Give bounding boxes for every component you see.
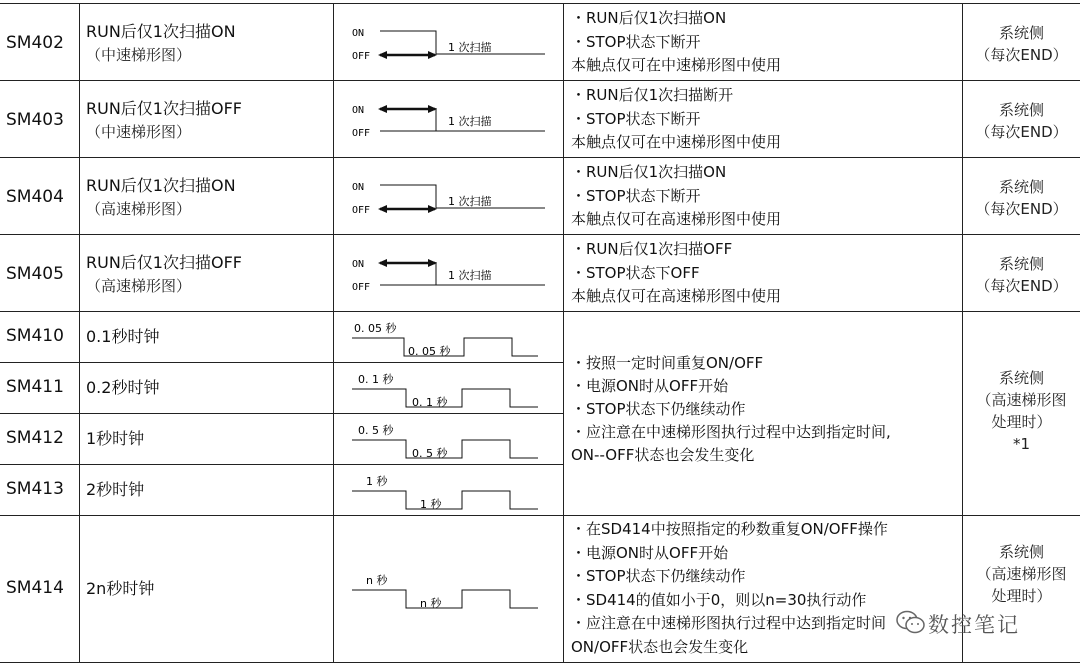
h-line bbox=[0, 662, 1080, 663]
device-name: RUN后仅1次扫描OFF bbox=[86, 99, 242, 118]
v-line bbox=[79, 3, 80, 663]
description-line: ・RUN后仅1次扫描ON bbox=[571, 9, 727, 27]
description-line: ・应注意在中速梯形图执行过程中达到指定时间 bbox=[571, 614, 887, 632]
footnote-mark: *1 bbox=[1012, 435, 1031, 453]
set-by-line: （每次END） bbox=[975, 46, 1068, 64]
h-line bbox=[0, 80, 1080, 81]
description-line: ・电源ON时从OFF开始 bbox=[571, 543, 729, 562]
v-line bbox=[333, 3, 334, 663]
set-by-line: 系统侧 bbox=[998, 24, 1044, 42]
h-line bbox=[0, 234, 1080, 235]
description-line: 本触点仅可在中速梯形图中使用 bbox=[571, 56, 782, 74]
description-line: ・应注意在中速梯形图执行过程中达到指定时间, bbox=[571, 423, 891, 441]
watermark-text: 数控笔记 bbox=[928, 613, 1020, 637]
clock-signal bbox=[352, 491, 538, 509]
set-by-line: 处理时） bbox=[991, 413, 1052, 431]
set-by-line: 系统侧 bbox=[998, 369, 1044, 387]
device-code: SM414 bbox=[6, 578, 64, 598]
description-line: ・STOP状态下仍继续动作 bbox=[571, 400, 746, 418]
set-by-line: （高速梯形图 bbox=[976, 391, 1067, 409]
description-line: ・电源ON时从OFF开始 bbox=[571, 377, 729, 395]
description-line: ・按照一定时间重复ON/OFF bbox=[571, 354, 764, 372]
device-subtitle: （高速梯形图） bbox=[86, 277, 192, 295]
device-code: SM404 bbox=[6, 187, 64, 207]
high-duration-label: 0. 5 秒 bbox=[358, 424, 394, 437]
h-line bbox=[0, 464, 563, 465]
device-name: RUN后仅1次扫描ON bbox=[86, 176, 236, 195]
set-by-line: 处理时） bbox=[991, 587, 1052, 605]
h-line bbox=[0, 413, 563, 414]
description-line: 本触点仅可在高速梯形图中使用 bbox=[571, 210, 782, 228]
set-by-line: 系统侧 bbox=[998, 255, 1044, 273]
description-line: ・RUN后仅1次扫描断开 bbox=[571, 86, 734, 104]
device-code: SM411 bbox=[6, 377, 64, 397]
clock-waveform bbox=[340, 365, 555, 411]
high-duration-label: n 秒 bbox=[366, 574, 388, 587]
set-by-line: 系统侧 bbox=[998, 101, 1044, 119]
set-by-line: （每次END） bbox=[975, 277, 1068, 295]
set-by-cell bbox=[963, 541, 1080, 607]
h-line bbox=[0, 362, 563, 363]
device-subtitle: （中速梯形图） bbox=[86, 46, 192, 64]
timing-diagram bbox=[340, 14, 555, 72]
device-subtitle: （中速梯形图） bbox=[86, 123, 192, 141]
clock-waveform bbox=[340, 416, 555, 462]
device-name: 0.1秒时钟 bbox=[86, 327, 160, 346]
timing-diagram bbox=[340, 168, 555, 226]
set-by-line: 系统侧 bbox=[998, 543, 1044, 561]
low-duration-label: 0. 1 秒 bbox=[412, 396, 448, 409]
v-line bbox=[563, 3, 564, 663]
description-line: ・STOP状态下断开 bbox=[571, 110, 701, 128]
clock-waveform bbox=[340, 467, 555, 513]
clock-waveform bbox=[340, 314, 555, 360]
h-line bbox=[0, 515, 1080, 516]
description-line: ・STOP状态下OFF bbox=[571, 264, 700, 282]
description-line: ON--OFF状态也会发生变化 bbox=[571, 446, 755, 464]
description-line: 本触点仅可在高速梯形图中使用 bbox=[571, 287, 782, 305]
description-line: ・在SD414中按照指定的秒数重复ON/OFF操作 bbox=[571, 520, 888, 538]
signal-on-label: ON bbox=[352, 105, 365, 116]
description-line: 本触点仅可在中速梯形图中使用 bbox=[571, 133, 782, 151]
set-by-line: （高速梯形图 bbox=[976, 565, 1067, 583]
timing-diagram bbox=[340, 245, 555, 303]
description-line: ON/OFF状态也会发生变化 bbox=[571, 637, 749, 656]
signal-off-label: OFF bbox=[352, 128, 371, 139]
device-name: 2n秒时钟 bbox=[86, 579, 155, 598]
clock-waveform bbox=[340, 566, 555, 612]
low-duration-label: 0. 05 秒 bbox=[408, 345, 451, 358]
signal-on-label: ON bbox=[352, 259, 365, 270]
description-line: ・RUN后仅1次扫描OFF bbox=[571, 240, 733, 258]
description-line: ・RUN后仅1次扫描ON bbox=[571, 163, 727, 181]
scan-duration-label: 1 次扫描 bbox=[448, 195, 492, 208]
h-line bbox=[0, 3, 1080, 4]
signal-off-label: OFF bbox=[352, 282, 371, 293]
clock-signal bbox=[352, 590, 538, 608]
set-by-cell bbox=[963, 176, 1080, 220]
device-code: SM413 bbox=[6, 479, 64, 499]
set-by-cell bbox=[963, 99, 1080, 143]
device-name: RUN后仅1次扫描OFF bbox=[86, 253, 242, 272]
device-code: SM402 bbox=[6, 33, 64, 53]
signal-on-label: ON bbox=[352, 182, 365, 193]
high-duration-label: 0. 05 秒 bbox=[354, 322, 397, 335]
arrow-head-left-icon bbox=[378, 105, 387, 113]
high-duration-label: 0. 1 秒 bbox=[358, 373, 394, 386]
set-by-line: 系统侧 bbox=[998, 178, 1044, 196]
signal-off-label: OFF bbox=[352, 51, 371, 62]
device-code: SM403 bbox=[6, 110, 64, 130]
h-line bbox=[0, 311, 1080, 312]
device-name: 2秒时钟 bbox=[86, 480, 145, 499]
arrow-head-left-icon bbox=[378, 51, 387, 59]
watermark bbox=[896, 603, 1056, 643]
set-by-cell bbox=[963, 22, 1080, 66]
set-by-line: （每次END） bbox=[975, 200, 1068, 218]
scan-duration-label: 1 次扫描 bbox=[448, 115, 492, 128]
device-name: RUN后仅1次扫描ON bbox=[86, 22, 236, 41]
description-line: ・STOP状态下断开 bbox=[571, 187, 701, 205]
set-by-cell bbox=[963, 367, 1080, 455]
device-code: SM412 bbox=[6, 428, 64, 448]
wechat-icon bbox=[896, 609, 926, 635]
scan-duration-label: 1 次扫描 bbox=[448, 41, 492, 54]
low-duration-label: 1 秒 bbox=[420, 498, 442, 511]
high-duration-label: 1 秒 bbox=[366, 475, 388, 488]
h-line bbox=[0, 157, 1080, 158]
scan-duration-label: 1 次扫描 bbox=[448, 269, 492, 282]
signal-on-label: ON bbox=[352, 28, 365, 39]
signal-off-label: OFF bbox=[352, 205, 371, 216]
device-name: 0.2秒时钟 bbox=[86, 378, 160, 397]
set-by-line: （每次END） bbox=[975, 123, 1068, 141]
device-code: SM410 bbox=[6, 326, 64, 346]
description-line: ・SD414的值如小于0，则以n=30执行动作 bbox=[571, 590, 867, 609]
description-line: ・STOP状态下仍继续动作 bbox=[571, 567, 746, 585]
device-code: SM405 bbox=[6, 264, 64, 284]
low-duration-label: 0. 5 秒 bbox=[412, 447, 448, 460]
arrow-head-left-icon bbox=[378, 205, 387, 213]
description-line: ・STOP状态下断开 bbox=[571, 33, 701, 51]
low-duration-label: n 秒 bbox=[420, 597, 442, 610]
timing-diagram bbox=[340, 91, 555, 149]
arrow-head-left-icon bbox=[378, 259, 387, 267]
set-by-cell bbox=[963, 253, 1080, 297]
device-name: 1秒时钟 bbox=[86, 429, 145, 448]
device-subtitle: （高速梯形图） bbox=[86, 200, 192, 218]
clock-description bbox=[571, 352, 961, 467]
